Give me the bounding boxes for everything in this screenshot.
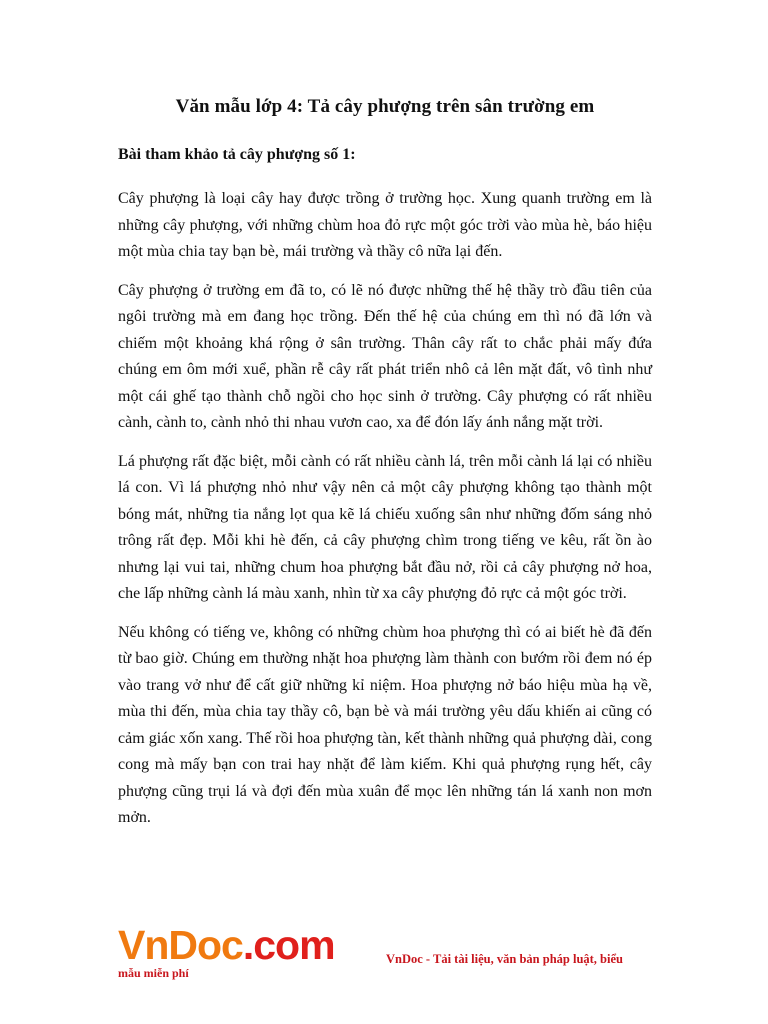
- paragraph-1: Cây phượng là loại cây hay được trồng ở trường học. Xung quanh trường em là những cây phượng, với những chùm hoa đỏ rực một góc trời vào mùa hè, báo hiệu một mùa chia tay bạn bè, mái trường và thầy cô nữa lại đến.: [118, 190, 652, 260]
- paragraph-3: Lá phượng rất đặc biệt, mỗi cành có rất nhiều cành lá, trên mỗi cành lá lại có nhiều lá con. Vì lá phượng nhỏ như vậy nên cả một cây phượng không tạo thành một bóng mát, những tia nắng lọt qua kẽ lá chiếu xuống sân như những đốm sáng nhỏ trông rất đẹp. Mỗi khi hè đến, cả cây phượng chìm trong tiếng ve kêu, rất ồn ào nhưng lại vui tai, những chum hoa phượng bắt đầu nở, rồi cả cây phượng nở hoa, che lấp những cành lá màu xanh, nhìn từ xa cây phượng đỏ rực cả một góc trời.: [118, 452, 652, 602]
- footer-note: VnDoc - Tải tài liệu, văn bản pháp luật, biểu: [386, 952, 623, 966]
- page-footer: [118, 922, 652, 992]
- document-body: [118, 90, 652, 844]
- logo-vndoc-text: VnDoc: [118, 922, 243, 968]
- paragraph-2: Cây phượng ở trường em đã to, có lẽ nó được những thế hệ thầy trò đầu tiên của ngôi trường mà em đang học trồng. Đến thế hệ của chúng em thì nó đã lớn và chiếm một khoảng khá rộng ở sân trường. Thân cây rất to chắc phải mấy đứa chúng em ôm mới xuể, phần rễ cây rất phát triển nhô cả lên mặt đất, vô tình như một cái ghế tạo thành chỗ ngồi cho học sinh ở trường. Cây phượng có rất nhiều cành, cành to, cành nhỏ thi nhau vươn cao, xa để đón lấy ánh nắng mặt trời.: [118, 281, 652, 431]
- paragraph-4: Nếu không có tiếng ve, không có những chùm hoa phượng thì có ai biết hè đã đến từ bao giờ. Chúng em thường nhặt hoa phượng làm thành con bướm rồi đem nó ép vào trang vở như để cất giữ những kỉ niệm. Hoa phượng nở báo hiệu mùa hạ về, mùa thi đến, mùa chia tay thầy cô, bạn bè và mái trường yêu dấu khiến ai cũng có cảm giác xốn xang. Thế rồi hoa phượng tàn, kết thành những quả phượng dài, cong cong mà mấy bạn con trai hay nhặt để làm kiếm. Khi quả phượng rụng hết, cây phượng cũng trụi lá và đợi đến mùa xuân để mọc lên những tán lá xanh non mơn mởn.: [118, 623, 652, 826]
- document-title: Văn mẫu lớp 4: Tả cây phượng trên sân trường em: [175, 96, 595, 117]
- logo-tagline: mẫu miễn phí: [118, 966, 189, 980]
- vndoc-logo[interactable]: [118, 922, 335, 968]
- document-subheading: Bài tham khảo tả cây phượng số 1:: [118, 146, 356, 163]
- logo-dotcom-text: .com: [242, 922, 335, 968]
